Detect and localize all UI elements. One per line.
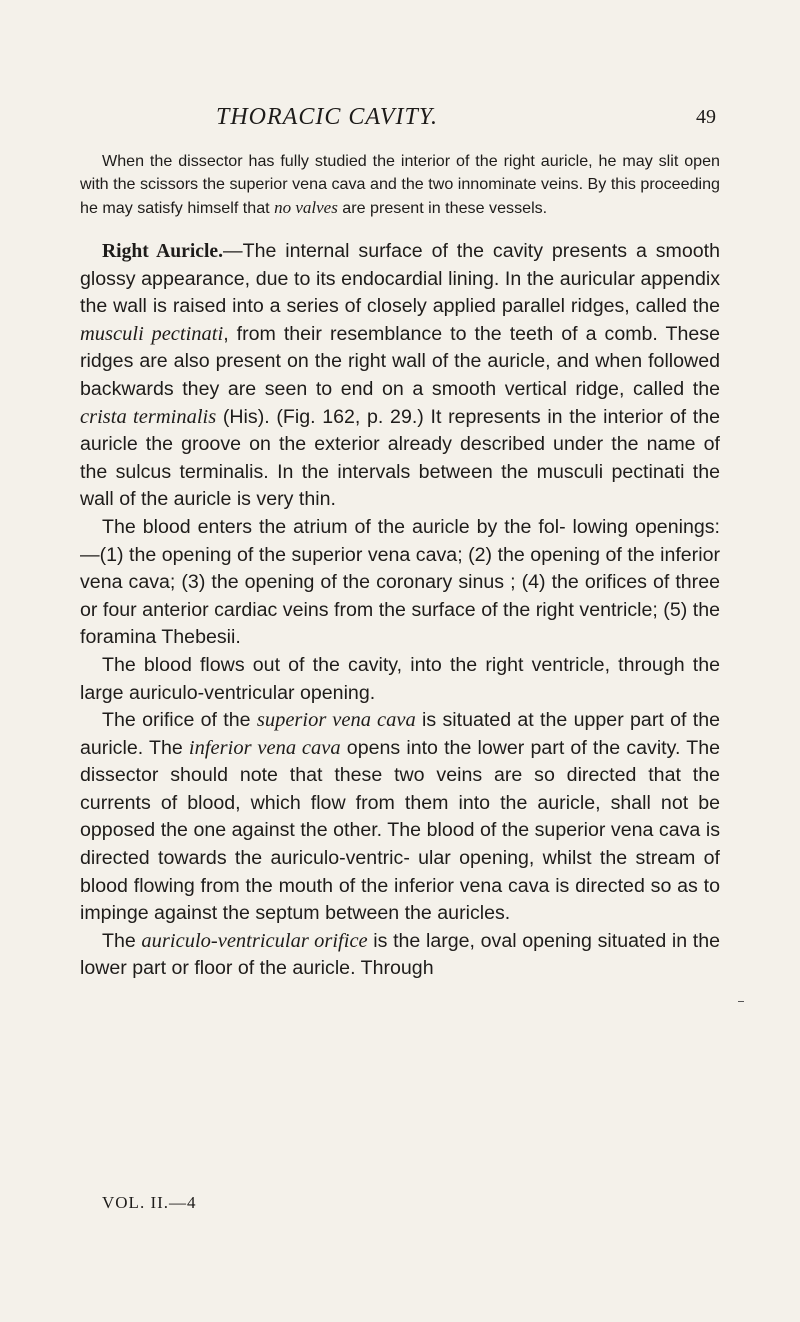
volume-signature: VOL. II.—4 [102,1193,197,1212]
running-title: THORACIC CAVITY. [216,104,438,130]
term-inferior-vena-cava: inferior vena cava [188,736,341,759]
p5-text-2: is the large, oval opening situated in the lower part or floor of the auricle. Through [80,929,721,980]
p1-text-3: (His). (Fig. 162, p. 29.) It represents in the interior of the auricle the groove on the exterior already described under the name of the sulcus terminalis. In the intervals between the musculi pectinati the wall of the auricle is very thin. [80,405,720,511]
section-heading: Right Auricle. [102,241,224,262]
paragraph-vena-cava [80,707,720,928]
term-crista-terminalis: crista terminalis [80,405,217,428]
term-musculi-pectinati: musculi pectinati [80,322,224,345]
main-text [80,238,720,983]
p4-text-1: The orifice of the [102,709,257,732]
p4-text-2: is situated at the upper part of the auricle. The [80,709,720,759]
paragraph-right-auricle [80,238,720,514]
term-av-orifice: auriculo-ventricular orifice [141,929,368,952]
intro-emphasis: no valves [274,198,338,217]
paragraph-outflow: The blood flows out of the cavity, into the right ventricle, through the large auriculo-ventricular opening. [80,653,720,704]
p4-text-3: opens into the lower part of the cavity. The dissector should note that these two veins are so directed that the currents of blood, which flow from them into the auricle, shall not be opposed the one against the other. The blood of the superior vena cava is directed towards the auriculo-ventric- ular opening, whilst the stream of blood flowing from the mouth of the inferior vena cava is directed so as to impinge against the septum between the auricles. [80,736,720,925]
intro-text: When the dissector has fully studied the interior of the right auricle, he may slit open with the scissors the superior vena cava and the two innominate veins. By this proceeding he may satisfy himself that [80,152,720,217]
p5-text-1: The [102,929,142,952]
paragraph-av-orifice [80,928,720,983]
page-number: 49 [696,106,716,128]
paragraph-openings: The blood enters the atrium of the auricle by the fol- lowing openings:—(1) the opening of the superior vena cava; (2) the opening of the inferior vena cava; (3) the opening of the coronary sinus ; (4) the orifices of three or four anterior cardiac veins from the surface of the right ventricle; (5) the foramina Thebesii. [80,515,720,649]
page-header [78,104,718,134]
margin-mark [738,1001,744,1002]
intro-text-end: are present in these vessels. [337,199,548,217]
term-superior-vena-cava: superior vena cava [256,709,416,732]
p1-text-2: , from their resemblance to the teeth of a comb. These ridges are also present on the right wall of the auricle, and when followed backwards they are seen to end on a smooth vertical ridge, called the [80,322,720,400]
p1-text-1: —The internal surface of the cavity presents a smooth glossy appearance, due to its endocardial lining. In the auricular appendix the wall is raised into a series of closely applied parallel ridges, called the [80,240,721,318]
intro-paragraph [80,150,720,220]
